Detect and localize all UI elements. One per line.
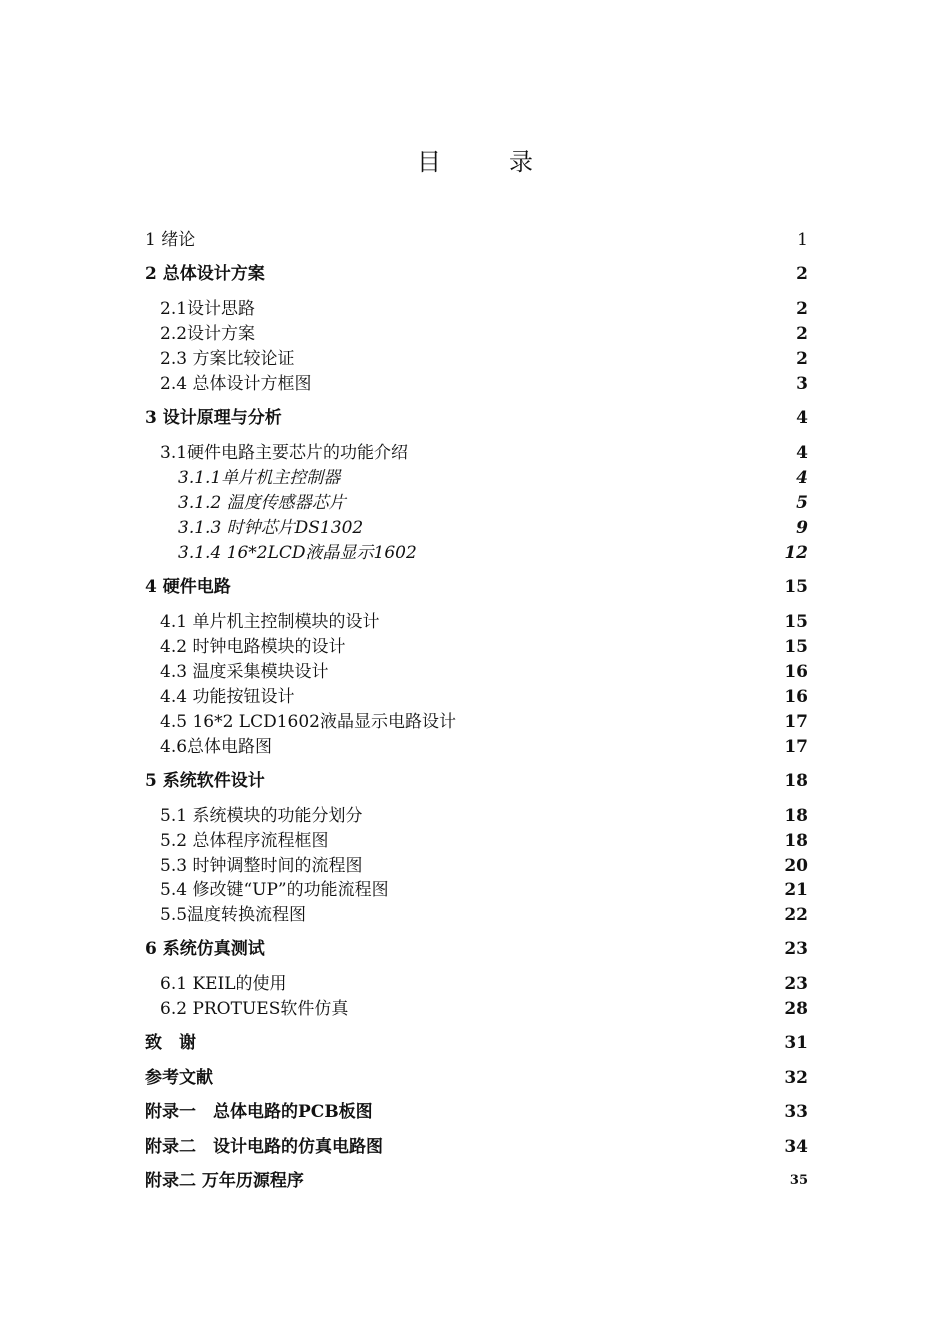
toc-entry[interactable] xyxy=(145,829,808,853)
toc-entry[interactable] xyxy=(145,972,808,996)
toc-entry-page: 17 xyxy=(784,712,808,732)
toc-entry-label: 5.1 系统模块的功能分划分 xyxy=(160,806,363,826)
page-title: 目 录 xyxy=(417,148,555,176)
toc-entry-label: 3 设计原理与分析 xyxy=(145,408,282,428)
toc-entry[interactable] xyxy=(145,262,808,286)
toc-entry-label: 3.1.4 16*2LCD液晶显示1602 xyxy=(178,543,417,563)
toc-entry-label: 2.2设计方案 xyxy=(160,324,256,344)
toc-entry[interactable] xyxy=(145,769,808,793)
toc-entry-label: 5.4 修改键“UP”的功能流程图 xyxy=(160,880,389,900)
toc-entry[interactable] xyxy=(145,228,808,252)
toc-entry[interactable] xyxy=(145,322,808,346)
toc-entry-label: 4.4 功能按钮设计 xyxy=(160,687,295,707)
toc-entry[interactable] xyxy=(145,297,808,321)
toc-entry-page: 12 xyxy=(784,543,808,563)
toc-entry-page: 34 xyxy=(784,1137,808,1157)
toc-entry-label: 5 系统软件设计 xyxy=(145,771,265,791)
toc-entry-page: 15 xyxy=(784,612,808,632)
toc-entry-label: 4.2 时钟电路模块的设计 xyxy=(160,637,346,657)
toc-entry[interactable] xyxy=(145,660,808,684)
toc-entry[interactable] xyxy=(145,466,808,490)
toc-entry[interactable] xyxy=(145,491,808,515)
toc-entry-page: 28 xyxy=(784,999,808,1019)
toc-entry-page: 32 xyxy=(784,1068,808,1088)
toc-entry-page: 18 xyxy=(784,806,808,826)
toc-entry-label: 附录二 设计电路的仿真电路图 xyxy=(145,1137,383,1157)
toc-entry-label: 5.2 总体程序流程框图 xyxy=(160,831,329,851)
toc-entry-label: 3.1硬件电路主要芯片的功能介绍 xyxy=(160,443,409,463)
toc-entry-label: 5.5温度转换流程图 xyxy=(160,905,307,925)
toc-entry-label: 3.1.3 时钟芯片DS1302 xyxy=(178,518,364,538)
toc-entry-label: 2.3 方案比较论证 xyxy=(160,349,295,369)
toc-entry-label: 2.4 总体设计方框图 xyxy=(160,374,312,394)
toc-entry-label: 4 硬件电路 xyxy=(145,577,231,597)
toc-entry-label: 2 总体设计方案 xyxy=(145,264,265,284)
toc-entry[interactable] xyxy=(145,735,808,759)
toc-entry-page: 2 xyxy=(796,324,808,344)
toc-entry-page: 9 xyxy=(796,518,808,538)
toc-entry-page: 2 xyxy=(796,264,808,284)
toc-entry[interactable] xyxy=(145,878,808,902)
toc-entry[interactable] xyxy=(145,1135,808,1159)
toc-entry-page: 2 xyxy=(796,299,808,319)
toc-entry[interactable] xyxy=(145,347,808,371)
toc-entry-page: 15 xyxy=(784,577,808,597)
toc-entry-page: 1 xyxy=(797,230,808,250)
toc-entry[interactable] xyxy=(145,610,808,634)
toc-entry-page: 18 xyxy=(784,831,808,851)
toc-entry-page: 3 xyxy=(796,374,808,394)
table-of-contents xyxy=(145,0,808,1344)
toc-entry-label: 致 谢 xyxy=(145,1033,196,1053)
toc-entry-page: 4 xyxy=(796,443,808,463)
toc-entry[interactable] xyxy=(145,1031,808,1055)
toc-entry-label: 6.1 KEIL的使用 xyxy=(160,974,287,994)
toc-entry-page: 5 xyxy=(796,493,808,513)
toc-entry-page: 31 xyxy=(784,1033,808,1053)
toc-entry-label: 3.1.1单片机主控制器 xyxy=(178,468,341,488)
toc-entry[interactable] xyxy=(145,1169,808,1193)
toc-entry[interactable] xyxy=(145,441,808,465)
toc-entry-label: 参考文献 xyxy=(145,1068,213,1088)
toc-entry-label: 3.1.2 温度传感器芯片 xyxy=(178,493,346,513)
toc-entry[interactable] xyxy=(145,854,808,878)
toc-entry[interactable] xyxy=(145,406,808,430)
toc-entry-page: 17 xyxy=(784,737,808,757)
toc-entry-label: 6.2 PROTUES软件仿真 xyxy=(160,999,349,1019)
toc-entry[interactable] xyxy=(145,516,808,540)
toc-entry-page: 21 xyxy=(784,880,808,900)
toc-entry[interactable] xyxy=(145,685,808,709)
toc-entry-label: 4.5 16*2 LCD1602液晶显示电路设计 xyxy=(160,712,456,732)
toc-entry[interactable] xyxy=(145,997,808,1021)
toc-entry-label: 1 绪论 xyxy=(145,230,196,250)
toc-entry-page: 33 xyxy=(784,1102,808,1122)
toc-entry-page: 4 xyxy=(796,468,808,488)
toc-entry-label: 5.3 时钟调整时间的流程图 xyxy=(160,856,363,876)
toc-entry[interactable] xyxy=(145,710,808,734)
toc-entry-page: 22 xyxy=(784,905,808,925)
toc-entry[interactable] xyxy=(145,937,808,961)
toc-entry[interactable] xyxy=(145,372,808,396)
toc-entry-label: 4.6总体电路图 xyxy=(160,737,273,757)
toc-entry[interactable] xyxy=(145,635,808,659)
toc-entry-label: 6 系统仿真测试 xyxy=(145,939,265,959)
toc-entry-page: 16 xyxy=(784,662,808,682)
toc-entry-label: 4.1 单片机主控制模块的设计 xyxy=(160,612,380,632)
toc-entry[interactable] xyxy=(145,804,808,828)
toc-entry-page: 20 xyxy=(784,856,808,876)
toc-entry[interactable] xyxy=(145,541,808,565)
toc-entry-page: 4 xyxy=(796,408,808,428)
toc-entry-label: 4.3 温度采集模块设计 xyxy=(160,662,329,682)
toc-entry[interactable] xyxy=(145,1066,808,1090)
toc-entry-page: 16 xyxy=(784,687,808,707)
toc-entry-page: 15 xyxy=(784,637,808,657)
toc-entry[interactable] xyxy=(145,903,808,927)
toc-entry-page: 35 xyxy=(789,1173,808,1188)
toc-entry[interactable] xyxy=(145,1100,808,1124)
toc-entry-label: 附录一 总体电路的PCB板图 xyxy=(145,1102,373,1122)
toc-entry-page: 2 xyxy=(796,349,808,369)
toc-entry-page: 23 xyxy=(784,974,808,994)
toc-entry-label: 附录二 万年历源程序 xyxy=(145,1171,304,1191)
toc-entry-page: 23 xyxy=(784,939,808,959)
toc-entry-label: 2.1设计思路 xyxy=(160,299,256,319)
toc-entry-page: 18 xyxy=(784,771,808,791)
toc-entry[interactable] xyxy=(145,575,808,599)
